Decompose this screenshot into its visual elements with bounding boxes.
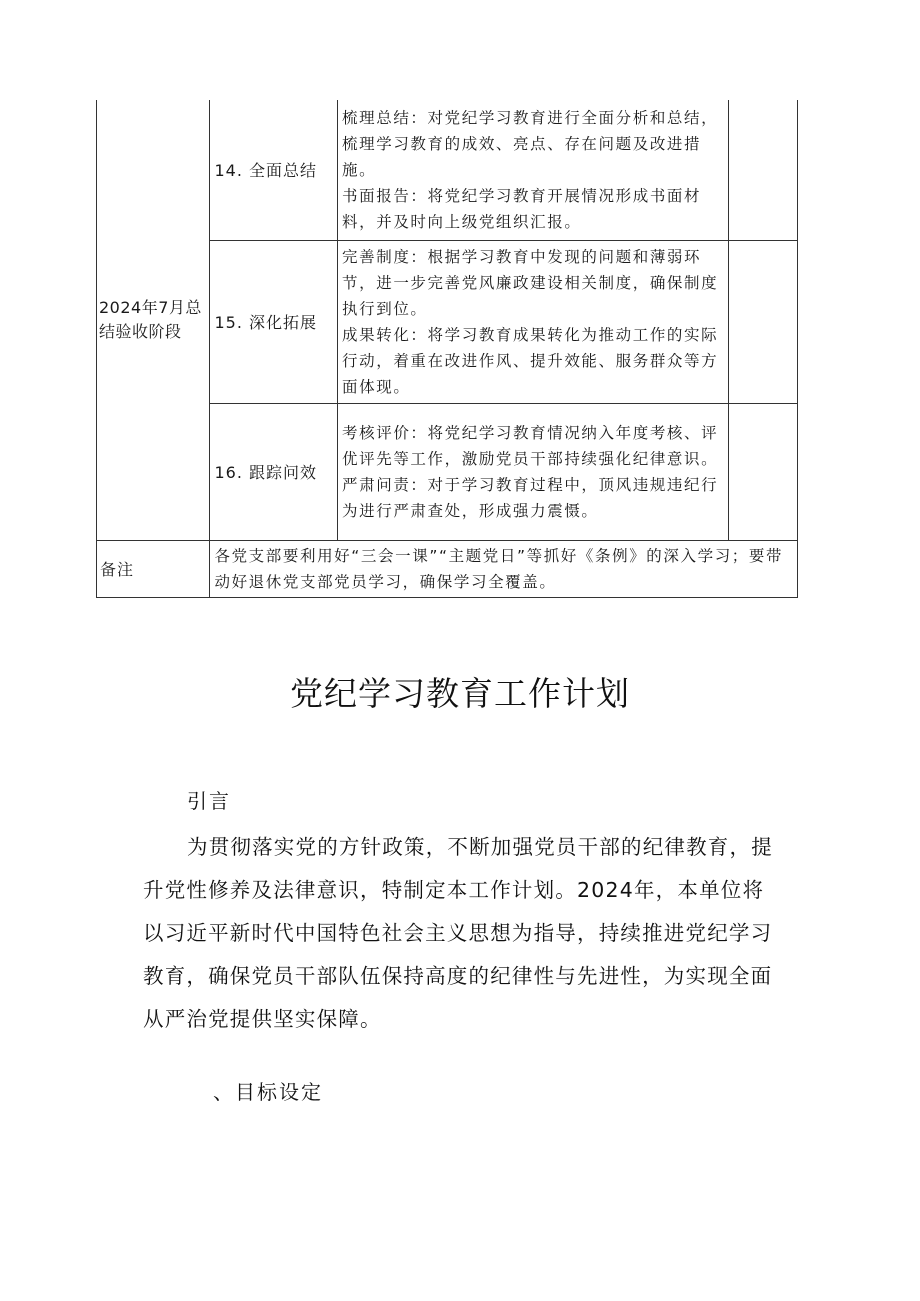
remark-label: 备注	[100, 560, 135, 579]
plan-table	[96, 100, 798, 598]
empty-cell	[728, 403, 797, 540]
item-label: 15. 深化拓展	[214, 313, 318, 332]
item-cell	[210, 240, 338, 403]
stage-cell	[97, 100, 210, 540]
content-cell	[338, 240, 729, 403]
stage-label: 2024年7月总结验收阶段	[99, 297, 202, 341]
item-cell	[210, 403, 338, 540]
content-cell	[338, 403, 729, 540]
intro-paragraph: 为贯彻落实党的方针政策，不断加强党员干部的纪律教育，提升党性修养及法律意识，特制定本工作计划。2024年，本单位将以习近平新时代中国特色社会主义思想为指导，持续推进党纪学习教育，确保党员干部队伍保持高度的纪律性与先进性，为实现全面从严治党提供坚实保障。	[143, 835, 773, 1031]
remark-text: 各党支部要利用好“三会一课”“主题党日”等抓好《条例》的深入学习；要带动好退休党支部党员学习，确保学习全覆盖。	[214, 546, 784, 591]
content-paragraph: 严肃问责：对于学习教育过程中，顶风违规违纪行为进行严肃查处，形成强力震慑。	[342, 475, 719, 520]
item-cell	[210, 100, 338, 240]
content-paragraph: 书面报告：将党纪学习教育开展情况形成书面材料，并及时向上级党组织汇报。	[342, 186, 702, 231]
item-label: 14. 全面总结	[214, 161, 318, 181]
empty-cell	[728, 240, 797, 403]
item-label: 16. 跟踪问效	[214, 463, 318, 482]
content-cell	[338, 100, 729, 240]
document-title: 党纪学习教育工作计划	[290, 674, 630, 713]
empty-cell	[728, 100, 797, 240]
content-paragraph: 成果转化：将学习教育成果转化为推动工作的实际行动，着重在改进作风、提升效能、服务群众等方面体现。	[342, 325, 719, 396]
remark-label-cell	[97, 540, 210, 597]
intro-heading: 引言	[187, 789, 231, 813]
content-paragraph: 考核评价：将党纪学习教育情况纳入年度考核、评优评先等工作，激励党员干部持续强化纪律意识。	[342, 423, 719, 468]
content-paragraph: 完善制度：根据学习教育中发现的问题和薄弱环节，进一步完善党风廉政建设相关制度，确保制度执行到位。	[342, 247, 719, 318]
remark-text-cell	[210, 540, 798, 597]
table-row	[97, 100, 798, 240]
content-paragraph: 梳理总结：对党纪学习教育进行全面分析和总结，梳理学习教育的成效、亮点、存在问题及改进措施。	[342, 108, 719, 179]
section-heading: 、目标设定	[213, 1080, 323, 1104]
remark-row	[97, 540, 798, 597]
